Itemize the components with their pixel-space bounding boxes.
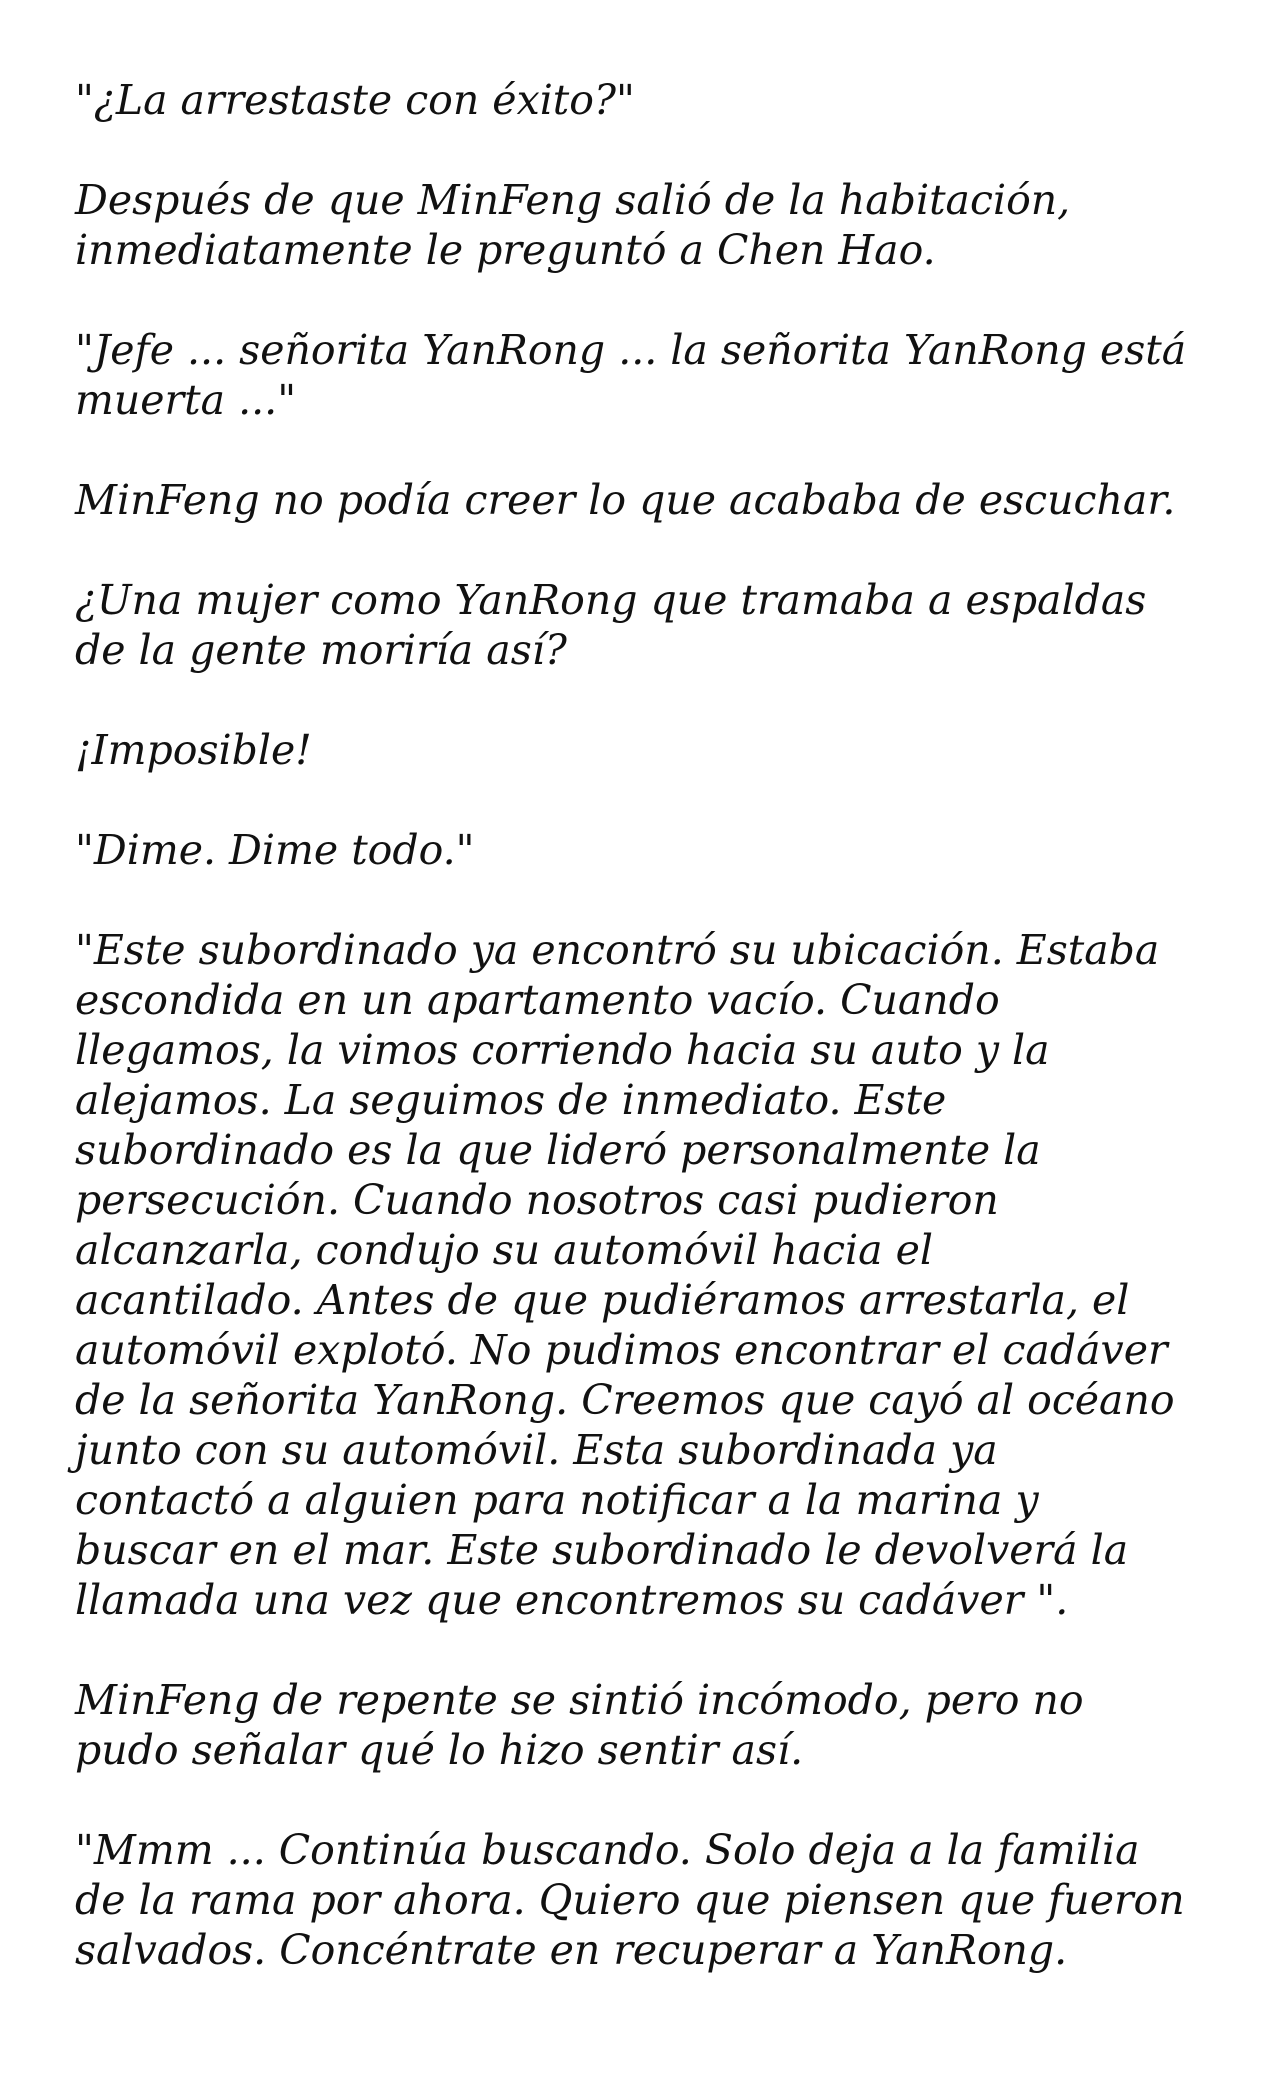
paragraph-question: "¿La arrestaste con éxito?" [75, 76, 635, 124]
paragraph-narration-3: ¿Una mujer como YanRong que tramaba a espaldas de la gente moriría así? [75, 576, 1147, 674]
paragraph-narration-2: MinFeng no podía creer lo que acababa de escuchar. [75, 476, 1176, 524]
story-text [75, 75, 1215, 2025]
paragraph-exclamation: ¡Imposible! [75, 726, 312, 774]
paragraph-dialogue-1: "Jefe ... señorita YanRong ... la señorita YanRong está muerta ..." [75, 326, 1187, 424]
paragraph-dialogue-2: "Dime. Dime todo." [75, 826, 475, 874]
paragraph-narration-4: MinFeng de repente se sintió incómodo, pero no pudo señalar qué lo hizo sentir así. [75, 1676, 1084, 1774]
paragraph-narration-1: Después de que MinFeng salió de la habitación, inmediatamente le preguntó a Chen Hao. [75, 176, 1071, 274]
paragraph-dialogue-3: "Mmm ... Continúa buscando. Solo deja a la familia de la rama por ahora. Quiero que piensen que fueron salvados. Concéntrate en recuperar a YanRong. [75, 1826, 1185, 1974]
paragraph-report: "Este subordinado ya encontró su ubicación. Estaba escondida en un apartamento vacío. Cuando llegamos, la vimos corriendo hacia su auto y la alejamos. La seguimos de inmediato. Este subordinado es la que lideró personalmente la persecución. Cuando nosotros casi pudieron alcanzarla, condujo su automóvil hacia el acantilado. Antes de que pudiéramos arrestarla, el automóvil explotó. No pudimos encontrar el cadáver de la señorita YanRong. Creemos que cayó al océano junto con su automóvil. Esta subordinada ya contactó a alguien para notificar a la marina y buscar en el mar. Este subordinado le devolverá la llamada una vez que encontremos su cadáver ". [75, 926, 1175, 1624]
